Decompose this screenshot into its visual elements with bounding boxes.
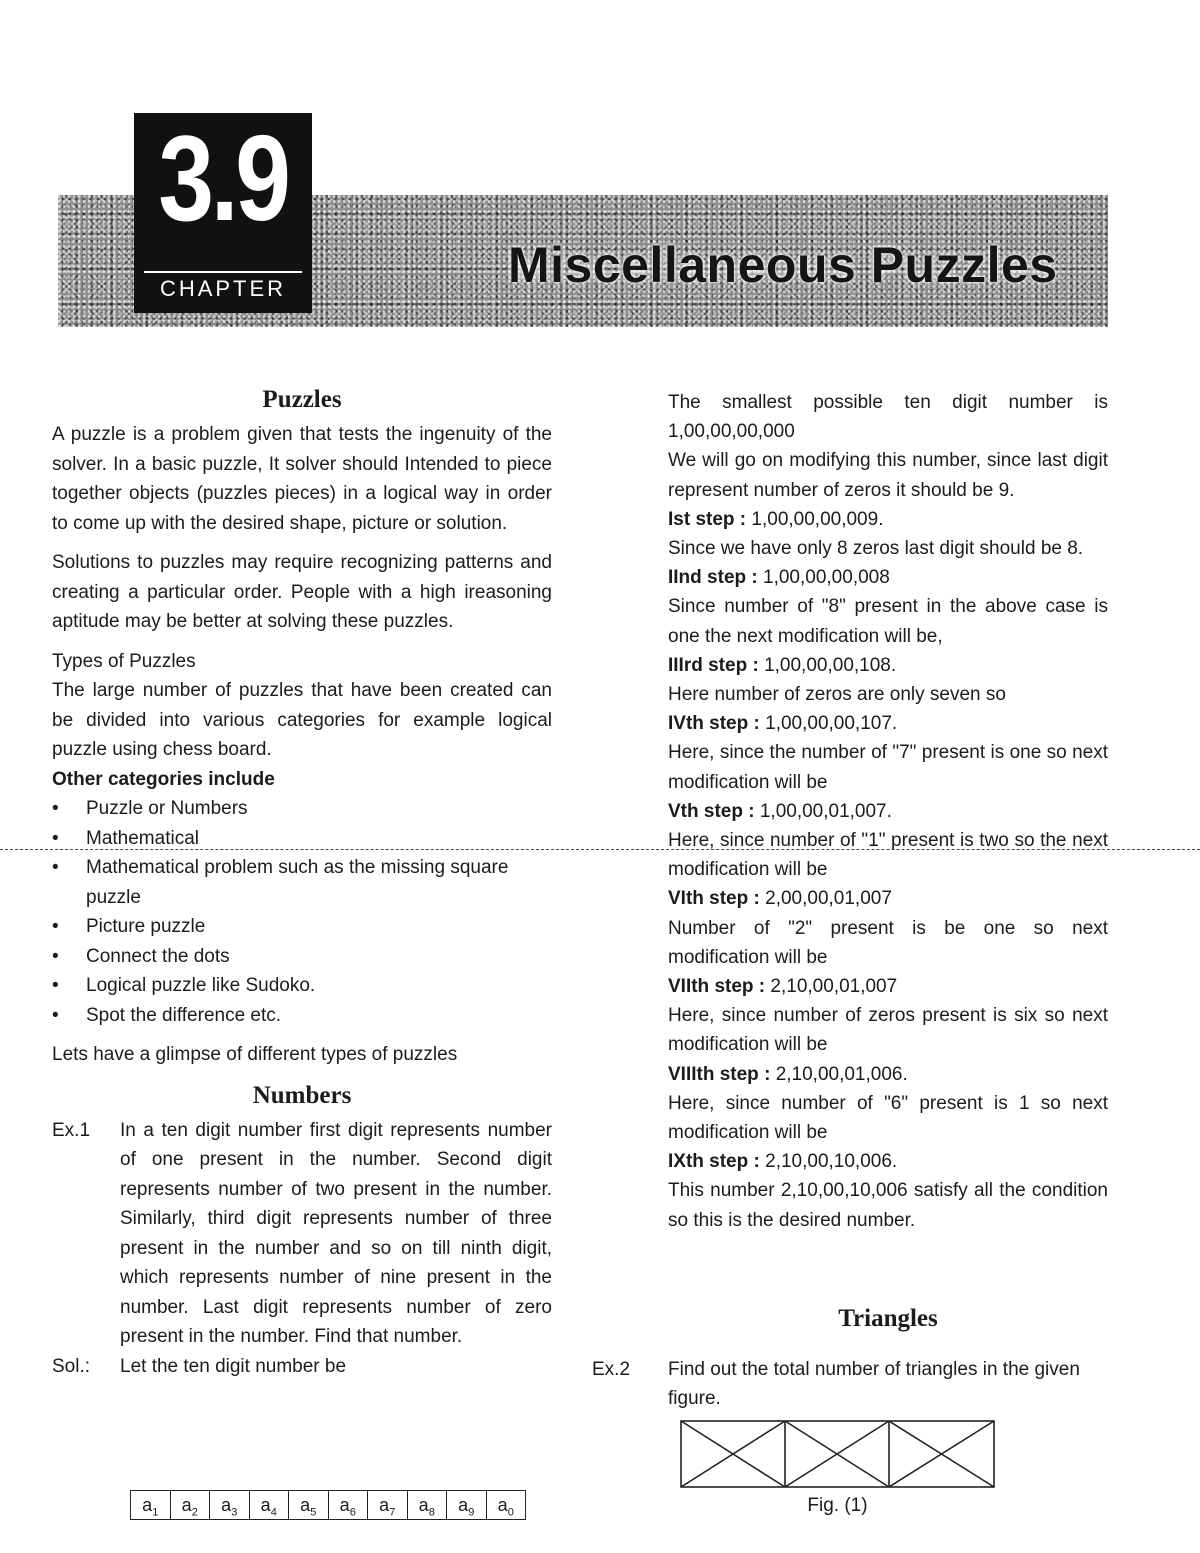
step-8-value: 2,10,00,01,006.: [775, 1063, 908, 1085]
example-1-text: In a ten digit number first digit represents number of one present in the number. Second digit represents number of two present in the number. Similarly, third digit represents number of three present in the number and so on till ninth digit, which represents number of nine present in the number. Last digit represents number of zero present in the number. Find that number.: [120, 1119, 552, 1347]
list-item: • Spot the difference etc.: [52, 1001, 552, 1031]
right-paragraph-3: Since we have only 8 zeros last digit should be 8.: [668, 538, 1084, 560]
step-6-label: VIth step :: [668, 888, 760, 910]
step-4-value: 1,00,00,00,107.: [765, 713, 898, 735]
step-5-label: Vth step :: [668, 800, 755, 822]
step-1-label: Ist step :: [668, 508, 747, 530]
digit-boxes: [130, 1490, 526, 1520]
step-2-label: IInd step :: [668, 567, 758, 589]
triangles-heading-wrap: [668, 1303, 1108, 1339]
numbers-heading: Numbers: [252, 1081, 352, 1109]
step-8-label: VIIIth step :: [668, 1063, 771, 1085]
chapter-number-box: [134, 110, 312, 313]
triangles-figure: [680, 1420, 995, 1488]
step-2-value: 1,00,00,00,008: [763, 567, 890, 589]
step-9-label: IXth step :: [668, 1151, 760, 1173]
solution-text: Let the ten digit number be: [120, 1355, 347, 1377]
step-7-value: 2,10,00,01,007: [770, 976, 898, 998]
glimpse-line: Lets have a glimpse of different types of puzzles: [52, 1044, 458, 1065]
step-1-value: 1,00,00,00,009.: [751, 508, 884, 530]
right-paragraph-5: Here number of zeros are only seven so: [668, 684, 1006, 706]
chapter-title: Miscellaneous Puzzles: [508, 237, 1058, 293]
intro-paragraph-2: Solutions to puzzles may require recognizing patterns and creating a particular order. People with a high ireasoning aptitude may be better at solving these puzzles.: [52, 552, 552, 632]
step-7-label: VIIth step :: [668, 976, 766, 998]
step-3: [668, 651, 1108, 680]
step-5: [668, 797, 1108, 826]
solution-1: [52, 1352, 552, 1382]
triangles-heading: Triangles: [838, 1305, 938, 1332]
step-3-value: 1,00,00,00,108.: [764, 654, 897, 676]
page-divider: [0, 849, 1200, 850]
types-heading: Types of Puzzles: [52, 650, 196, 672]
right-paragraph-9: Here, since number of zeros present is six so next modification will be: [668, 1005, 1108, 1056]
list-item: • Mathematical: [52, 824, 552, 854]
step-3-label: IIIrd step :: [668, 654, 759, 676]
other-categories-heading: Other categories include: [52, 768, 275, 790]
solution-label: Sol.:: [52, 1355, 91, 1377]
step-4: [668, 709, 1108, 738]
puzzles-heading: Puzzles: [262, 386, 342, 413]
step-6-value: 2,00,00,01,007: [765, 888, 892, 910]
right-paragraph-8: Number of "2" present is be one so next modification will be: [668, 917, 1108, 968]
right-paragraph-10: Here, since number of "6" present is 1 so next modification will be: [668, 1092, 1108, 1144]
example-2-text: Find out the total number of triangles in the given figure.: [668, 1359, 1080, 1409]
example-1: [52, 1116, 552, 1352]
intro-paragraph-1: A puzzle is a problem given that tests the ingenuity of the solver. In a basic puzzle, It solver should Intended to piece together objects (puzzles pieces) in a logical way in order to come up with the desired shape, picture or solution.: [52, 424, 552, 534]
step-9: [668, 1147, 1108, 1176]
list-item: • Picture puzzle: [52, 912, 552, 942]
digit-box: $a_5$: [289, 1491, 329, 1519]
digit-box: $a_1$: [131, 1491, 171, 1519]
right-paragraph-1: The smallest possible ten digit number is 1,00,00,00,000: [668, 392, 1108, 443]
step-5-value: 1,00,00,01,007.: [759, 800, 892, 822]
chapter-label: CHAPTER: [144, 271, 302, 303]
step-8: [668, 1060, 1108, 1089]
step-1: [668, 505, 1108, 534]
step-2: [668, 563, 1108, 592]
example-2: [592, 1355, 1092, 1413]
right-paragraph-11: This number 2,10,00,10,006 satisfy all the condition so this is the desired number.: [668, 1180, 1108, 1231]
list-item: • Mathematical problem such as the missing square puzzle: [52, 853, 552, 912]
categories-list: [52, 794, 552, 1030]
right-paragraph-4: Since number of "8" present in the above case is one the next modification will be,: [668, 596, 1108, 647]
step-4-label: IVth step :: [668, 713, 760, 735]
digit-box: $a_0$: [497, 1495, 514, 1519]
right-column: [668, 388, 1108, 1235]
step-6: [668, 884, 1108, 913]
digit-box: $a_8$: [408, 1491, 448, 1519]
digit-box: $a_6$: [329, 1491, 369, 1519]
list-item: • Connect the dots: [52, 942, 552, 972]
list-item: • Puzzle or Numbers: [52, 794, 552, 824]
right-paragraph-6: Here, since the number of "7" present is one so next modification will be: [668, 742, 1108, 793]
example-2-label: Ex.2: [592, 1359, 631, 1380]
types-paragraph: The large number of puzzles that have been created can be divided into various categories for example logical puzzle using chess board.: [52, 680, 552, 760]
step-9-value: 2,10,00,10,006.: [765, 1151, 898, 1173]
digit-box: $a_2$: [171, 1491, 211, 1519]
digit-box: $a_9$: [447, 1491, 487, 1519]
list-item: • Logical puzzle like Sudoko.: [52, 971, 552, 1001]
right-paragraph-7: Here, since number of "1" present is two so the next modification will be: [668, 830, 1108, 881]
example-1-label: Ex.1: [52, 1119, 91, 1141]
digit-box: $a_7$: [368, 1491, 408, 1519]
digit-box: $a_4$: [250, 1491, 290, 1519]
right-paragraph-2: We will go on modifying this number, since last digit represent number of zeros it should be 9.: [668, 450, 1108, 501]
digit-box: $a_3$: [210, 1491, 250, 1519]
left-column: [52, 384, 552, 1381]
step-7: [668, 972, 1108, 1001]
figure-caption: Fig. (1): [807, 1495, 868, 1516]
chapter-number: 3.9: [158, 110, 288, 246]
